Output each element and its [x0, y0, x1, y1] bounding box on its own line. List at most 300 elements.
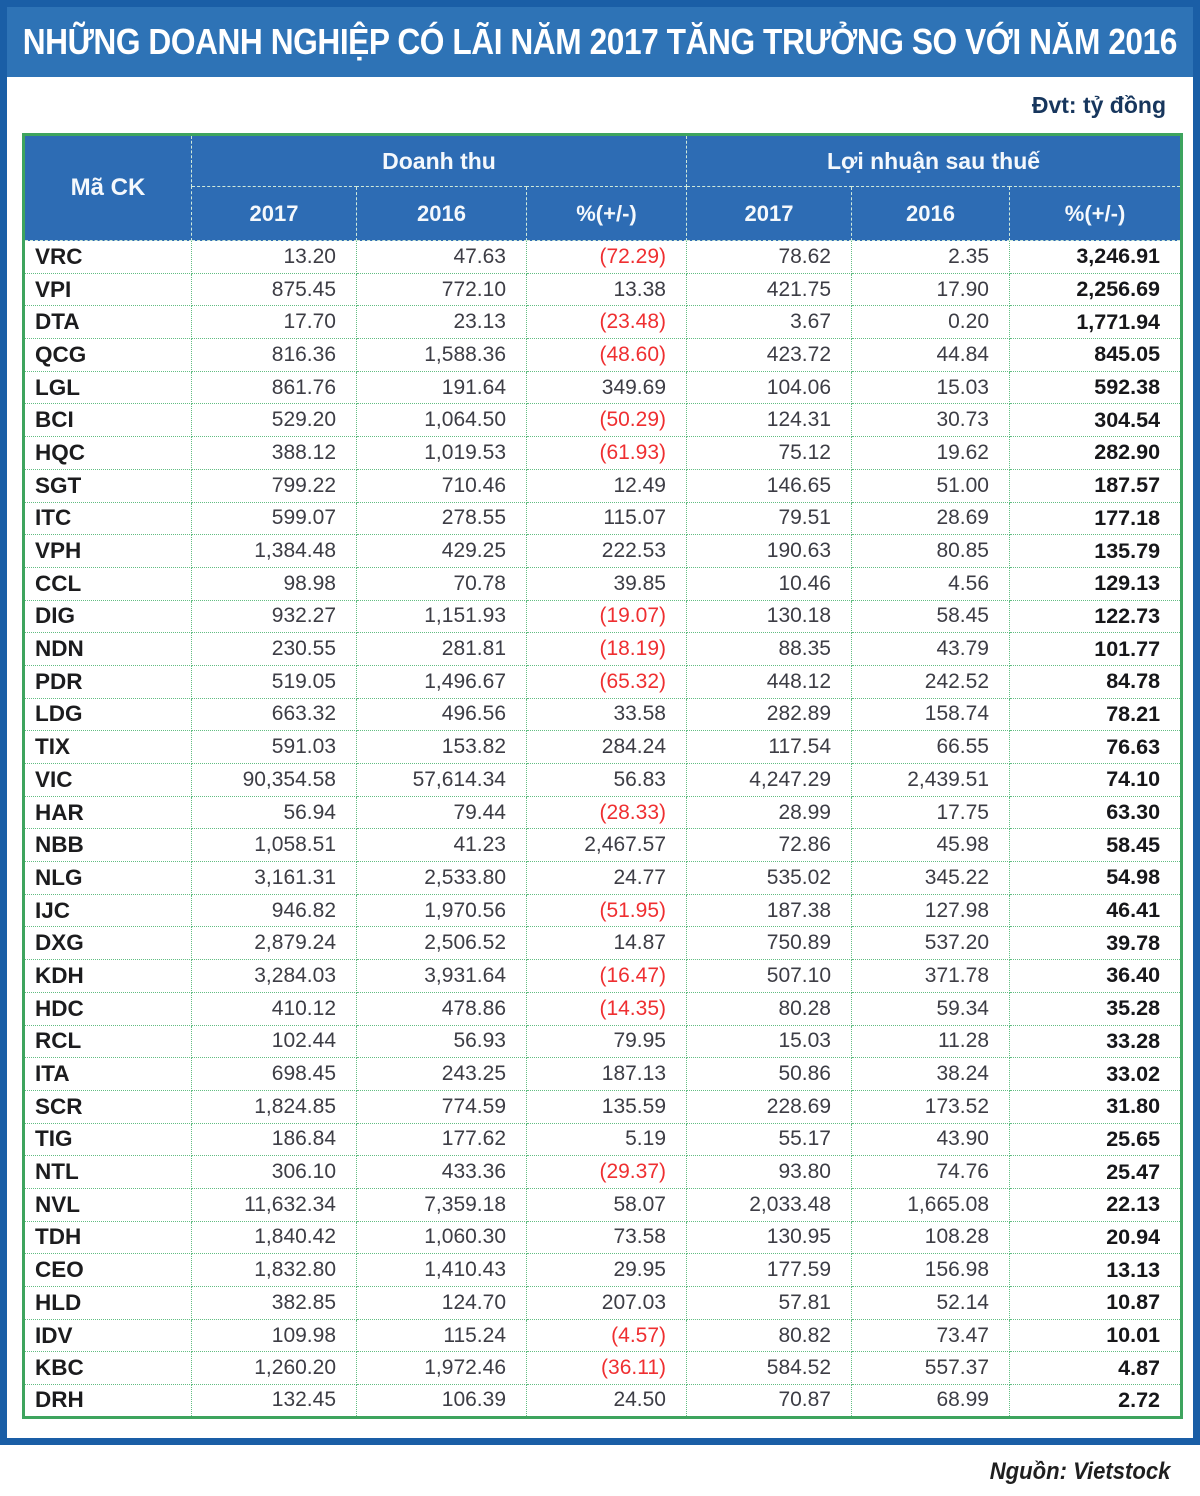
stock-code-cell: NDN [24, 633, 192, 666]
value-cell: 43.79 [852, 633, 1010, 666]
value-cell: 861.76 [192, 371, 357, 404]
value-cell: 43.90 [852, 1123, 1010, 1156]
value-cell: 51.00 [852, 469, 1010, 502]
value-cell: 56.94 [192, 796, 357, 829]
value-cell: 173.52 [852, 1090, 1010, 1123]
stock-code-cell: VRC [24, 241, 192, 274]
table-row [24, 437, 1182, 470]
table-row [24, 1123, 1182, 1156]
value-cell: 12.49 [527, 469, 687, 502]
value-cell: 421.75 [687, 273, 852, 306]
value-cell: 13.13 [1010, 1254, 1182, 1287]
table-row [24, 796, 1182, 829]
value-cell: 66.55 [852, 731, 1010, 764]
value-cell: 84.78 [1010, 665, 1182, 698]
value-cell: 599.07 [192, 502, 357, 535]
value-cell: 3,284.03 [192, 960, 357, 993]
stock-code-cell: ITC [24, 502, 192, 535]
header-group-revenue: Doanh thu [192, 135, 687, 187]
value-cell: 33.58 [527, 698, 687, 731]
value-cell: (50.29) [527, 404, 687, 437]
value-cell: 1,060.30 [357, 1221, 527, 1254]
value-cell: 190.63 [687, 535, 852, 568]
value-cell: 222.53 [527, 535, 687, 568]
stock-code-cell: CEO [24, 1254, 192, 1287]
stock-code-cell: PDR [24, 665, 192, 698]
value-cell: 592.38 [1010, 371, 1182, 404]
table-row [24, 731, 1182, 764]
value-cell: 1,824.85 [192, 1090, 357, 1123]
value-cell: 5.19 [527, 1123, 687, 1156]
value-cell: 10.46 [687, 567, 852, 600]
value-cell: 132.45 [192, 1385, 357, 1418]
table-row [24, 1090, 1182, 1123]
value-cell: 11,632.34 [192, 1188, 357, 1221]
table-row [24, 306, 1182, 339]
table-row [24, 1287, 1182, 1320]
value-cell: 55.17 [687, 1123, 852, 1156]
value-cell: 228.69 [687, 1090, 852, 1123]
value-cell: 772.10 [357, 273, 527, 306]
value-cell: 72.86 [687, 829, 852, 862]
value-cell: 388.12 [192, 437, 357, 470]
stock-code-cell: LGL [24, 371, 192, 404]
value-cell: 17.90 [852, 273, 1010, 306]
value-cell: 2,467.57 [527, 829, 687, 862]
value-cell: 3,931.64 [357, 960, 527, 993]
value-cell: 73.47 [852, 1319, 1010, 1352]
header-stock-code: Mã CK [24, 135, 192, 241]
value-cell: 304.54 [1010, 404, 1182, 437]
value-cell: 15.03 [687, 1025, 852, 1058]
value-cell: 98.98 [192, 567, 357, 600]
header-revenue-pct: %(+/-) [527, 187, 687, 241]
value-cell: 1,840.42 [192, 1221, 357, 1254]
value-cell: 519.05 [192, 665, 357, 698]
value-cell: 282.90 [1010, 437, 1182, 470]
value-cell: 1,588.36 [357, 339, 527, 372]
value-cell: 130.18 [687, 600, 852, 633]
value-cell: 39.78 [1010, 927, 1182, 960]
value-cell: 25.65 [1010, 1123, 1182, 1156]
value-cell: (48.60) [527, 339, 687, 372]
stock-code-cell: IDV [24, 1319, 192, 1352]
value-cell: 15.03 [852, 371, 1010, 404]
value-cell: 33.02 [1010, 1058, 1182, 1091]
value-cell: 104.06 [687, 371, 852, 404]
value-cell: 243.25 [357, 1058, 527, 1091]
table-row [24, 1156, 1182, 1189]
value-cell: 1,970.56 [357, 894, 527, 927]
table-row [24, 273, 1182, 306]
value-cell: 1,771.94 [1010, 306, 1182, 339]
value-cell: 2,533.80 [357, 862, 527, 895]
value-cell: 584.52 [687, 1352, 852, 1385]
value-cell: 78.21 [1010, 698, 1182, 731]
value-cell: 39.85 [527, 567, 687, 600]
value-cell: 101.77 [1010, 633, 1182, 666]
value-cell: 2,879.24 [192, 927, 357, 960]
value-cell: 191.64 [357, 371, 527, 404]
value-cell: (36.11) [527, 1352, 687, 1385]
value-cell: 129.13 [1010, 567, 1182, 600]
value-cell: 88.35 [687, 633, 852, 666]
value-cell: 79.44 [357, 796, 527, 829]
stock-code-cell: DRH [24, 1385, 192, 1418]
stock-code-cell: KBC [24, 1352, 192, 1385]
value-cell: 115.07 [527, 502, 687, 535]
value-cell: 11.28 [852, 1025, 1010, 1058]
value-cell: 35.28 [1010, 992, 1182, 1025]
value-cell: 2,439.51 [852, 764, 1010, 797]
value-cell: 108.28 [852, 1221, 1010, 1254]
value-cell: 74.76 [852, 1156, 1010, 1189]
value-cell: 875.45 [192, 273, 357, 306]
stock-code-cell: DTA [24, 306, 192, 339]
value-cell: 106.39 [357, 1385, 527, 1418]
header-profit-2017: 2017 [687, 187, 852, 241]
value-cell: 52.14 [852, 1287, 1010, 1320]
value-cell: 38.24 [852, 1058, 1010, 1091]
value-cell: 177.62 [357, 1123, 527, 1156]
value-cell: 4.87 [1010, 1352, 1182, 1385]
value-cell: 4,247.29 [687, 764, 852, 797]
value-cell: (4.57) [527, 1319, 687, 1352]
value-cell: 2,256.69 [1010, 273, 1182, 306]
value-cell: 28.69 [852, 502, 1010, 535]
value-cell: 799.22 [192, 469, 357, 502]
table-row [24, 698, 1182, 731]
value-cell: 80.82 [687, 1319, 852, 1352]
table-row [24, 633, 1182, 666]
value-cell: 115.24 [357, 1319, 527, 1352]
value-cell: 59.34 [852, 992, 1010, 1025]
value-cell: 448.12 [687, 665, 852, 698]
stock-code-cell: IJC [24, 894, 192, 927]
header-revenue-2016: 2016 [357, 187, 527, 241]
value-cell: 93.80 [687, 1156, 852, 1189]
stock-code-cell: LDG [24, 698, 192, 731]
value-cell: 0.20 [852, 306, 1010, 339]
table-row [24, 1058, 1182, 1091]
value-cell: 75.12 [687, 437, 852, 470]
value-cell: 109.98 [192, 1319, 357, 1352]
table-row [24, 665, 1182, 698]
value-cell: 345.22 [852, 862, 1010, 895]
value-cell: 80.85 [852, 535, 1010, 568]
value-cell: 79.95 [527, 1025, 687, 1058]
profit-growth-table [22, 133, 1183, 1419]
value-cell: (14.35) [527, 992, 687, 1025]
value-cell: 282.89 [687, 698, 852, 731]
value-cell: 56.83 [527, 764, 687, 797]
value-cell: 2.35 [852, 241, 1010, 274]
value-cell: 130.95 [687, 1221, 852, 1254]
value-cell: 58.07 [527, 1188, 687, 1221]
header-revenue-2017: 2017 [192, 187, 357, 241]
value-cell: 102.44 [192, 1025, 357, 1058]
value-cell: 80.28 [687, 992, 852, 1025]
value-cell: 478.86 [357, 992, 527, 1025]
value-cell: 230.55 [192, 633, 357, 666]
stock-code-cell: DXG [24, 927, 192, 960]
value-cell: 74.10 [1010, 764, 1182, 797]
value-cell: 33.28 [1010, 1025, 1182, 1058]
value-cell: 187.57 [1010, 469, 1182, 502]
value-cell: 1,496.67 [357, 665, 527, 698]
value-cell: 1,410.43 [357, 1254, 527, 1287]
value-cell: 410.12 [192, 992, 357, 1025]
value-cell: 177.59 [687, 1254, 852, 1287]
table-row [24, 1319, 1182, 1352]
header-profit-2016: 2016 [852, 187, 1010, 241]
value-cell: (51.95) [527, 894, 687, 927]
stock-code-cell: VPI [24, 273, 192, 306]
value-cell: 3,161.31 [192, 862, 357, 895]
stock-code-cell: KDH [24, 960, 192, 993]
unit-row [22, 77, 1178, 133]
value-cell: 30.73 [852, 404, 1010, 437]
value-cell: 750.89 [687, 927, 852, 960]
value-cell: 3.67 [687, 306, 852, 339]
value-cell: 207.03 [527, 1287, 687, 1320]
value-cell: 433.36 [357, 1156, 527, 1189]
value-cell: 845.05 [1010, 339, 1182, 372]
value-cell: 2,506.52 [357, 927, 527, 960]
value-cell: 63.30 [1010, 796, 1182, 829]
stock-code-cell: QCG [24, 339, 192, 372]
value-cell: 57.81 [687, 1287, 852, 1320]
value-cell: (65.32) [527, 665, 687, 698]
value-cell: 122.73 [1010, 600, 1182, 633]
value-cell: 496.56 [357, 698, 527, 731]
value-cell: 31.80 [1010, 1090, 1182, 1123]
stock-code-cell: CCL [24, 567, 192, 600]
value-cell: 187.38 [687, 894, 852, 927]
stock-code-cell: NLG [24, 862, 192, 895]
value-cell: 591.03 [192, 731, 357, 764]
stock-code-cell: NTL [24, 1156, 192, 1189]
value-cell: 186.84 [192, 1123, 357, 1156]
value-cell: 46.41 [1010, 894, 1182, 927]
content-area [7, 77, 1193, 1419]
value-cell: 932.27 [192, 600, 357, 633]
value-cell: 127.98 [852, 894, 1010, 927]
value-cell: 76.63 [1010, 731, 1182, 764]
value-cell: 187.13 [527, 1058, 687, 1091]
value-cell: 242.52 [852, 665, 1010, 698]
stock-code-cell: DIG [24, 600, 192, 633]
value-cell: 57,614.34 [357, 764, 527, 797]
value-cell: 1,384.48 [192, 535, 357, 568]
stock-code-cell: ITA [24, 1058, 192, 1091]
value-cell: 3,246.91 [1010, 241, 1182, 274]
value-cell: 2.72 [1010, 1385, 1182, 1418]
value-cell: 24.77 [527, 862, 687, 895]
value-cell: (18.19) [527, 633, 687, 666]
value-cell: 1,665.08 [852, 1188, 1010, 1221]
value-cell: 177.18 [1010, 502, 1182, 535]
table-row [24, 1385, 1182, 1418]
value-cell: 19.62 [852, 437, 1010, 470]
table-row [24, 1254, 1182, 1287]
value-cell: 349.69 [527, 371, 687, 404]
table-row [24, 960, 1182, 993]
stock-code-cell: NBB [24, 829, 192, 862]
value-cell: 710.46 [357, 469, 527, 502]
value-cell: 68.99 [852, 1385, 1010, 1418]
value-cell: 946.82 [192, 894, 357, 927]
value-cell: 507.10 [687, 960, 852, 993]
value-cell: 537.20 [852, 927, 1010, 960]
value-cell: 24.50 [527, 1385, 687, 1418]
value-cell: 73.58 [527, 1221, 687, 1254]
stock-code-cell: TIG [24, 1123, 192, 1156]
value-cell: 698.45 [192, 1058, 357, 1091]
table-row [24, 600, 1182, 633]
value-cell: (23.48) [527, 306, 687, 339]
table-row [24, 1352, 1182, 1385]
value-cell: 816.36 [192, 339, 357, 372]
stock-code-cell: HLD [24, 1287, 192, 1320]
value-cell: 281.81 [357, 633, 527, 666]
value-cell: 14.87 [527, 927, 687, 960]
value-cell: 70.78 [357, 567, 527, 600]
table-row [24, 927, 1182, 960]
value-cell: 13.20 [192, 241, 357, 274]
value-cell: 29.95 [527, 1254, 687, 1287]
value-cell: 529.20 [192, 404, 357, 437]
value-cell: 774.59 [357, 1090, 527, 1123]
value-cell: 47.63 [357, 241, 527, 274]
value-cell: 20.94 [1010, 1221, 1182, 1254]
value-cell: 535.02 [687, 862, 852, 895]
value-cell: 17.70 [192, 306, 357, 339]
table-body [24, 241, 1182, 1418]
value-cell: 124.70 [357, 1287, 527, 1320]
value-cell: 153.82 [357, 731, 527, 764]
value-cell: 54.98 [1010, 862, 1182, 895]
stock-code-cell: HQC [24, 437, 192, 470]
value-cell: 23.13 [357, 306, 527, 339]
value-cell: 306.10 [192, 1156, 357, 1189]
page-title: NHỮNG DOANH NGHIỆP CÓ LÃI NĂM 2017 TĂNG TRƯỞNG SO VỚI NĂM 2016 [22, 21, 1178, 62]
table-row [24, 339, 1182, 372]
value-cell: 58.45 [1010, 829, 1182, 862]
table-row [24, 894, 1182, 927]
value-cell: 25.47 [1010, 1156, 1182, 1189]
table-row [24, 1221, 1182, 1254]
table-row [24, 829, 1182, 862]
value-cell: 278.55 [357, 502, 527, 535]
value-cell: 58.45 [852, 600, 1010, 633]
value-cell: 284.24 [527, 731, 687, 764]
value-cell: (29.37) [527, 1156, 687, 1189]
table-header [24, 135, 1182, 241]
value-cell: 1,260.20 [192, 1352, 357, 1385]
value-cell: 156.98 [852, 1254, 1010, 1287]
value-cell: 158.74 [852, 698, 1010, 731]
value-cell: 1,064.50 [357, 404, 527, 437]
value-cell: (61.93) [527, 437, 687, 470]
table-row [24, 764, 1182, 797]
value-cell: 423.72 [687, 339, 852, 372]
value-cell: 124.31 [687, 404, 852, 437]
value-cell: 78.62 [687, 241, 852, 274]
value-cell: 70.87 [687, 1385, 852, 1418]
value-cell: 4.56 [852, 567, 1010, 600]
value-cell: 36.40 [1010, 960, 1182, 993]
value-cell: 17.75 [852, 796, 1010, 829]
value-cell: 7,359.18 [357, 1188, 527, 1221]
unit-label: Đvt: tỷ đồng [1031, 91, 1166, 118]
value-cell: 557.37 [852, 1352, 1010, 1385]
stock-code-cell: NVL [24, 1188, 192, 1221]
stock-code-cell: VPH [24, 535, 192, 568]
stock-code-cell: TDH [24, 1221, 192, 1254]
value-cell: 1,972.46 [357, 1352, 527, 1385]
stock-code-cell: SGT [24, 469, 192, 502]
value-cell: (16.47) [527, 960, 687, 993]
stock-code-cell: HDC [24, 992, 192, 1025]
value-cell: 429.25 [357, 535, 527, 568]
value-cell: 135.59 [527, 1090, 687, 1123]
value-cell: 382.85 [192, 1287, 357, 1320]
value-cell: 28.99 [687, 796, 852, 829]
table-row [24, 1025, 1182, 1058]
value-cell: 1,019.53 [357, 437, 527, 470]
value-cell: (19.07) [527, 600, 687, 633]
value-cell: 146.65 [687, 469, 852, 502]
value-cell: 135.79 [1010, 535, 1182, 568]
value-cell: (72.29) [527, 241, 687, 274]
table-row [24, 404, 1182, 437]
table-row [24, 992, 1182, 1025]
stock-code-cell: HAR [24, 796, 192, 829]
value-cell: 90,354.58 [192, 764, 357, 797]
stock-code-cell: TIX [24, 731, 192, 764]
header-profit-pct: %(+/-) [1010, 187, 1182, 241]
stock-code-cell: VIC [24, 764, 192, 797]
table-row [24, 502, 1182, 535]
table-row [24, 371, 1182, 404]
value-cell: 79.51 [687, 502, 852, 535]
source-row [0, 1448, 1200, 1496]
table-row [24, 1188, 1182, 1221]
header-group-net-profit: Lợi nhuận sau thuế [687, 135, 1182, 187]
value-cell: 1,151.93 [357, 600, 527, 633]
value-cell: 50.86 [687, 1058, 852, 1091]
table-row [24, 469, 1182, 502]
value-cell: 663.32 [192, 698, 357, 731]
value-cell: 44.84 [852, 339, 1010, 372]
value-cell: 22.13 [1010, 1188, 1182, 1221]
stock-code-cell: BCI [24, 404, 192, 437]
table-row [24, 862, 1182, 895]
stock-code-cell: RCL [24, 1025, 192, 1058]
stock-code-cell: SCR [24, 1090, 192, 1123]
value-cell: 41.23 [357, 829, 527, 862]
value-cell: 1,058.51 [192, 829, 357, 862]
table-row [24, 241, 1182, 274]
value-cell: 45.98 [852, 829, 1010, 862]
value-cell: 10.01 [1010, 1319, 1182, 1352]
value-cell: (28.33) [527, 796, 687, 829]
value-cell: 1,832.80 [192, 1254, 357, 1287]
title-banner [7, 7, 1193, 77]
value-cell: 117.54 [687, 731, 852, 764]
value-cell: 10.87 [1010, 1287, 1182, 1320]
